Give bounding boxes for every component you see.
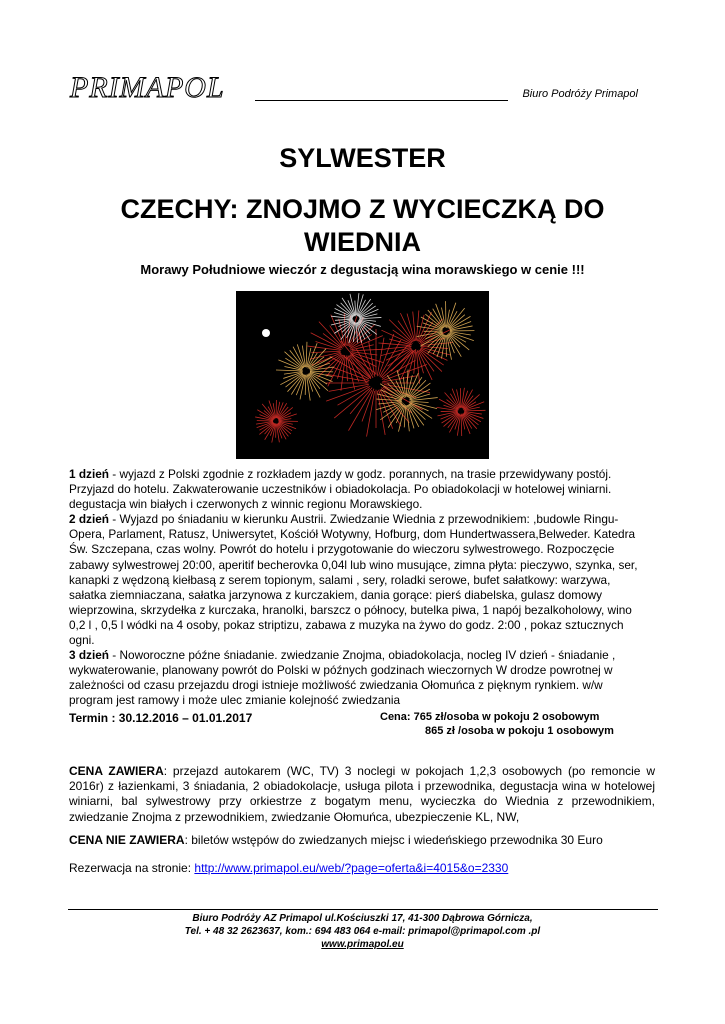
trip-dates: Termin : 30.12.2016 – 01.01.2017	[69, 711, 253, 725]
price-single-room: 865 zł /osoba w pokoju 1 osobowym	[425, 725, 614, 737]
page-footer	[0, 912, 725, 951]
day3-label: 3 dzień	[69, 648, 109, 663]
excludes-text: : biletów wstępów do zwiedzanych miejsc i wiedeńskiego przewodnika 30 Euro	[184, 833, 603, 847]
day3-paragraph	[69, 648, 639, 708]
firework-burst	[437, 388, 486, 436]
day1-label: 1 dzień	[69, 467, 109, 481]
fireworks-image	[236, 291, 489, 459]
day1-text: - wyjazd z Polski zgodnie z rozkładem jazdy w godz. porannych, na trasie przewidywany postój. Przyjazd do hotelu. Zakwaterowanie uczestników i obiadokolacja. Po obiadokolacji w hotelowej winiarni. degustacja win białych i czerwonych z winnic regionu Morawskiego.	[69, 467, 612, 512]
footer-website: www.primapol.eu	[321, 939, 404, 950]
page-header	[70, 72, 638, 104]
footer-address: Biuro Podróży AZ Primapol ul.Kościuszki 17, 41-300 Dąbrowa Górnicza,	[192, 913, 533, 924]
price-double-room: Cena: 765 zł/osoba w pokoju 2 osobowym	[380, 711, 600, 723]
page-title: SYLWESTER	[279, 143, 446, 173]
firework-burst	[255, 400, 298, 443]
includes-label: CENA ZAWIERA	[69, 764, 164, 778]
reservation-line	[69, 861, 508, 875]
agency-name: Biuro Podróży Primapol	[522, 88, 638, 100]
fireworks-photo	[236, 291, 489, 459]
header-rule	[255, 100, 508, 101]
trip-subtitle: Morawy Południowe wieczór z degustacją wina morawskiego w cenie !!!	[140, 262, 585, 277]
day2-paragraph	[69, 512, 639, 648]
trip-title: CZECHY: ZNOJMO Z WYCIECZKĄ DO WIEDNIA	[120, 194, 605, 257]
moon	[262, 329, 270, 337]
firework-burst	[378, 310, 453, 383]
includes-text: : przejazd autokarem (WC, TV) 3 noclegi w pokojach 1,2,3 osobowych (po remoncie w 2016r) z łazienkami, 3 śniadania, 2 obiadokolacje, usługa pilota i przewodnika, degustacja wina w hotelowej winiarni, bal sylwestrowy przy orkiestrze z bogatym menu, wycieczka do Wiednia z przewodnikiem, zwiedzanie Znojma z przewodnikiem, zwiedzanie Ołomuńca, ubezpieczenie KL, NW,	[69, 764, 655, 824]
firework-burst	[276, 342, 334, 401]
price-excludes	[69, 833, 655, 847]
day1-paragraph	[69, 467, 639, 512]
reservation-link[interactable]: http://www.primapol.eu/web/?page=oferta&i=4015&o=2330	[194, 861, 509, 875]
price-includes	[69, 764, 655, 825]
footer-contact: Tel. + 48 32 2623637, kom.: 694 483 064 e-mail: primapol@primapol.com .pl	[184, 926, 541, 937]
day2-label: 2 dzień	[69, 512, 109, 527]
reservation-label: Rezerwacja na stronie:	[69, 861, 195, 875]
footer-rule	[68, 909, 658, 910]
day2-text: - Wyjazd po śniadaniu w kierunku Austrii. Zwiedzanie Wiednia z przewodnikiem: ,budowle Ringu- Opera, Parlament, Ratusz, Uniwersytet, Kościół Wotywny, Hofburg, dom Hundertwassera,Belweder. Katedra Św. Szczepana, czas wolny. Powrót do hotelu i przygotowanie do wieczoru sylwestrowego. Rozpoczęcie zabawy sylwestrowej 20:00, aperitif becherovka 0,04l lub wino musujące, zimna płyta: pieczywo, szynka, ser, kanapki z wędzoną kiełbasą z serem topionym, salami , sery, roladki serowe, bufet sałatkowy: warzywa, sałatka ziemniaczana, sałatka jarzynowa z kurczakiem, dania gorące: pierś diabelska, gulasz domowy wieprzowina, skrzydełka z kurczaka, hranolki, barszcz o północy, butelka piwa, 1 napój bezalkoholowy, wino 0,2 l , 0,5 l wódki na 4 osoby, pokaz striptizu, zabawa z muzyka na żywo do godz. 2:00 , pokaz sztucznych ogni.	[69, 512, 638, 648]
excludes-label: CENA NIE ZAWIERA	[69, 833, 185, 847]
day3-text: - Noworoczne późne śniadanie. zwiedzanie Znojma, obiadokolacja, nocleg IV dzień - śniadanie , wykwaterowanie, planowany powrót do Polski w późnych godzinach wieczornych W drodze powrotnej w zależności od czasu przejazdu drogi istnieje możliwość zwiedzania Ołomuńca z pięknym rynkiem. w/w program jest ramowy i może ulec zmianie kolejność zwiedzania	[69, 648, 616, 708]
program-text	[69, 467, 639, 709]
primapol-logo: PRIMAPOL	[70, 71, 225, 104]
firework-burst	[417, 301, 475, 359]
